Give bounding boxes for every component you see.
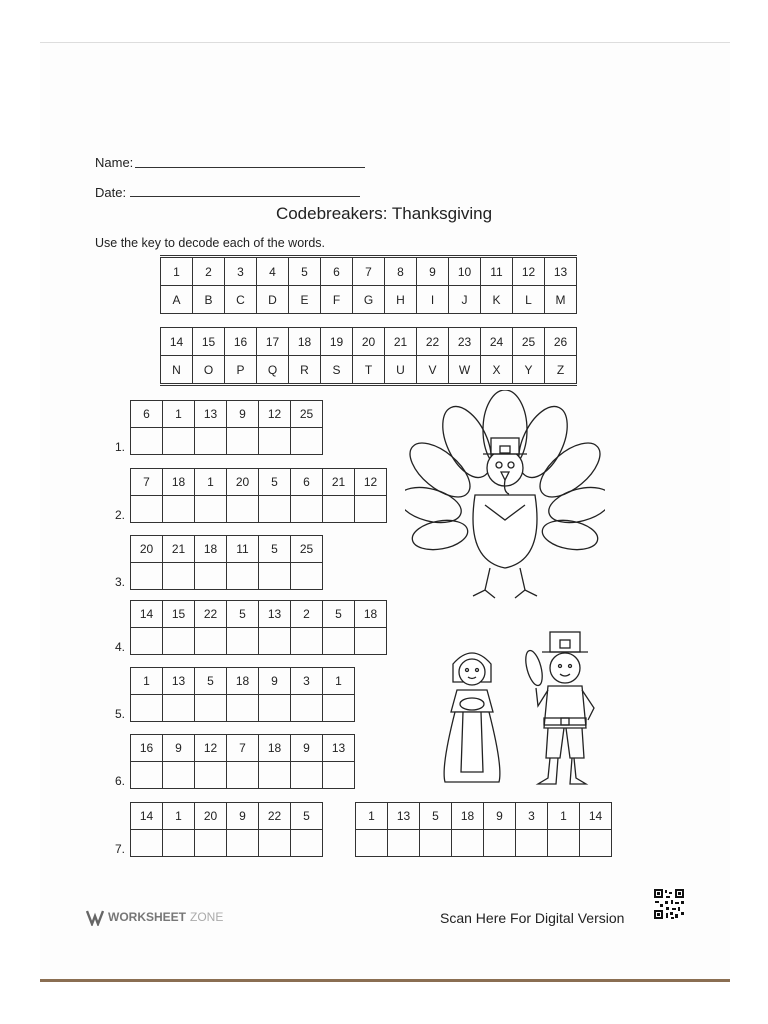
key-letter-cell: V [417,356,449,385]
key-letter-cell: Q [257,356,289,385]
answer-cell[interactable] [388,830,420,857]
key-number-cell: 10 [449,257,481,286]
answer-cell[interactable] [452,830,484,857]
code-cell: 14 [131,803,163,830]
puzzle-number: 6. [115,774,126,788]
answer-cell[interactable] [195,496,227,523]
answer-cell[interactable] [163,563,195,590]
key-letter-cell: X [481,356,513,385]
puzzle-grid-4 [130,600,387,655]
key-letter-cell: Y [513,356,545,385]
puzzle-grid-3 [130,535,323,590]
code-cell: 25 [291,401,323,428]
code-cell: 14 [131,601,163,628]
answer-cell[interactable] [356,830,388,857]
key-letter-cell: P [225,356,257,385]
code-cell: 13 [163,668,195,695]
code-cell: 9 [291,735,323,762]
answer-cell[interactable] [323,695,355,722]
answer-cell[interactable] [195,563,227,590]
answer-cell[interactable] [163,496,195,523]
key-number-cell: 6 [321,257,353,286]
code-cell: 12 [355,469,387,496]
code-cell: 5 [259,469,291,496]
key-number-cell: 9 [417,257,449,286]
answer-cell[interactable] [131,830,163,857]
date-line [130,196,360,197]
answer-cell[interactable] [163,428,195,455]
code-cell: 5 [323,601,355,628]
code-cell: 22 [259,803,291,830]
code-cell: 18 [355,601,387,628]
worksheetzone-mark-icon [86,908,104,926]
instructions: Use the key to decode each of the words. [95,236,325,250]
date-label: Date: [95,185,127,200]
code-cell: 1 [131,668,163,695]
puzzle-grid-2 [130,468,387,523]
answer-cell[interactable] [259,762,291,789]
code-cell: 3 [291,668,323,695]
code-cell: 5 [227,601,259,628]
key-number-cell: 17 [257,328,289,356]
code-cell: 6 [291,469,323,496]
code-cell: 9 [227,401,259,428]
answer-cell[interactable] [580,830,612,857]
answer-cell[interactable] [484,830,516,857]
puzzle-number: 7. [115,842,126,856]
puzzle-grid-5 [130,667,355,722]
brand-main: WORKSHEET [108,910,186,924]
code-cell: 7 [227,735,259,762]
key-number-cell: 14 [161,328,193,356]
answer-cell[interactable] [291,428,323,455]
worksheet-title: Codebreakers: Thanksgiving [275,204,493,223]
answer-cell[interactable] [227,762,259,789]
answer-cell[interactable] [291,563,323,590]
turkey-illustration [405,390,605,610]
code-cell: 13 [259,601,291,628]
answer-cell[interactable] [291,830,323,857]
code-cell: 25 [291,536,323,563]
answer-cell[interactable] [259,628,291,655]
key-letter-cell: A [161,286,193,314]
key-number-cell: 13 [545,257,577,286]
answer-cell[interactable] [195,830,227,857]
answer-cell[interactable] [195,762,227,789]
code-cell: 14 [580,803,612,830]
key-letter-cell: H [385,286,417,314]
code-cell: 2 [291,601,323,628]
code-cell: 5 [291,803,323,830]
answer-cell[interactable] [355,628,387,655]
key-number-cell: 8 [385,257,417,286]
code-cell: 11 [227,536,259,563]
answer-cell[interactable] [227,628,259,655]
answer-cell[interactable] [227,496,259,523]
code-cell: 18 [259,735,291,762]
answer-cell[interactable] [259,496,291,523]
key-number-cell: 19 [321,328,353,356]
puzzle-number: 1. [115,440,126,454]
key-letter-cell: D [257,286,289,314]
key-number-cell: 15 [193,328,225,356]
answer-cell[interactable] [227,428,259,455]
key-letter-cell: B [193,286,225,314]
key-number-cell: 1 [161,257,193,286]
answer-cell[interactable] [227,695,259,722]
code-cell: 18 [195,536,227,563]
code-cell: 5 [420,803,452,830]
answer-cell[interactable] [420,830,452,857]
worksheetzone-logo [86,908,223,926]
code-cell: 21 [323,469,355,496]
answer-cell[interactable] [355,496,387,523]
key-letter-cell: U [385,356,417,385]
code-cell: 13 [323,735,355,762]
key-number-cell: 20 [353,328,385,356]
answer-cell[interactable] [131,428,163,455]
key-number-cell: 4 [257,257,289,286]
answer-cell[interactable] [323,762,355,789]
code-cell: 18 [452,803,484,830]
answer-cell[interactable] [323,496,355,523]
code-cell: 20 [131,536,163,563]
code-cell: 1 [548,803,580,830]
answer-cell[interactable] [131,496,163,523]
key-table-upper [160,255,577,314]
code-cell: 13 [195,401,227,428]
key-number-cell: 25 [513,328,545,356]
code-cell: 9 [259,668,291,695]
code-cell: 5 [195,668,227,695]
key-letter-cell: C [225,286,257,314]
key-number-cell: 18 [289,328,321,356]
key-number-cell: 16 [225,328,257,356]
code-cell: 9 [227,803,259,830]
key-number-cell: 24 [481,328,513,356]
code-cell: 16 [131,735,163,762]
answer-cell[interactable] [291,695,323,722]
answer-cell[interactable] [163,695,195,722]
key-letter-cell: R [289,356,321,385]
code-cell: 1 [356,803,388,830]
code-cell: 18 [227,668,259,695]
puzzle-grid-7 [130,802,323,857]
key-letter-cell: G [353,286,385,314]
code-cell: 12 [195,735,227,762]
code-cell: 18 [163,469,195,496]
key-letter-cell: L [513,286,545,314]
answer-cell[interactable] [131,762,163,789]
answer-cell[interactable] [291,496,323,523]
answer-cell[interactable] [227,830,259,857]
key-number-cell: 11 [481,257,513,286]
code-cell: 20 [227,469,259,496]
key-number-cell: 22 [417,328,449,356]
key-letter-cell: S [321,356,353,385]
key-number-cell: 5 [289,257,321,286]
answer-cell[interactable] [131,695,163,722]
code-cell: 9 [484,803,516,830]
code-cell: 20 [195,803,227,830]
key-number-cell: 21 [385,328,417,356]
qr-code-icon[interactable] [653,888,685,920]
puzzle-number: 2. [115,508,126,522]
key-number-cell: 23 [449,328,481,356]
answer-cell[interactable] [195,428,227,455]
code-cell: 1 [195,469,227,496]
puzzle-number: 3. [115,575,126,589]
key-letter-cell: I [417,286,449,314]
puzzle-grid-7b [355,802,612,857]
key-table-lower [160,327,577,386]
code-cell: 12 [259,401,291,428]
puzzle-grid-6 [130,734,355,789]
answer-cell[interactable] [259,695,291,722]
key-number-cell: 26 [545,328,577,356]
answer-cell[interactable] [259,563,291,590]
key-letter-cell: O [193,356,225,385]
key-number-cell: 3 [225,257,257,286]
answer-cell[interactable] [227,563,259,590]
scan-text: Scan Here For Digital Version [440,910,625,926]
key-letter-cell: F [321,286,353,314]
code-cell: 6 [131,401,163,428]
answer-cell[interactable] [323,628,355,655]
answer-cell[interactable] [291,762,323,789]
name-line [135,167,365,168]
brand-sub: ZONE [190,910,224,924]
code-cell: 13 [388,803,420,830]
puzzle-grid-1 [130,400,323,455]
puzzle-number: 5. [115,707,126,721]
answer-cell[interactable] [259,830,291,857]
answer-cell[interactable] [195,628,227,655]
code-cell: 7 [131,469,163,496]
answer-cell[interactable] [163,762,195,789]
key-number-cell: 2 [193,257,225,286]
key-letter-cell: T [353,356,385,385]
code-cell: 22 [195,601,227,628]
code-cell: 3 [516,803,548,830]
name-label: Name: [95,155,134,170]
key-letter-cell: N [161,356,193,385]
code-cell: 1 [323,668,355,695]
answer-cell[interactable] [163,830,195,857]
answer-cell[interactable] [195,695,227,722]
answer-cell[interactable] [131,628,163,655]
answer-cell[interactable] [259,428,291,455]
puzzle-number: 4. [115,640,126,654]
code-cell: 9 [163,735,195,762]
key-number-cell: 12 [513,257,545,286]
answer-cell[interactable] [131,563,163,590]
key-letter-cell: K [481,286,513,314]
pilgrim-girl-illustration [435,642,510,792]
pilgrim-boy-illustration [520,628,610,793]
answer-cell[interactable] [516,830,548,857]
code-cell: 5 [259,536,291,563]
answer-cell[interactable] [163,628,195,655]
code-cell: 21 [163,536,195,563]
key-letter-cell: E [289,286,321,314]
code-cell: 15 [163,601,195,628]
answer-cell[interactable] [291,628,323,655]
key-letter-cell: M [545,286,577,314]
code-cell: 1 [163,803,195,830]
key-letter-cell: W [449,356,481,385]
key-letter-cell: Z [545,356,577,385]
code-cell: 1 [163,401,195,428]
answer-cell[interactable] [548,830,580,857]
key-letter-cell: J [449,286,481,314]
key-number-cell: 7 [353,257,385,286]
